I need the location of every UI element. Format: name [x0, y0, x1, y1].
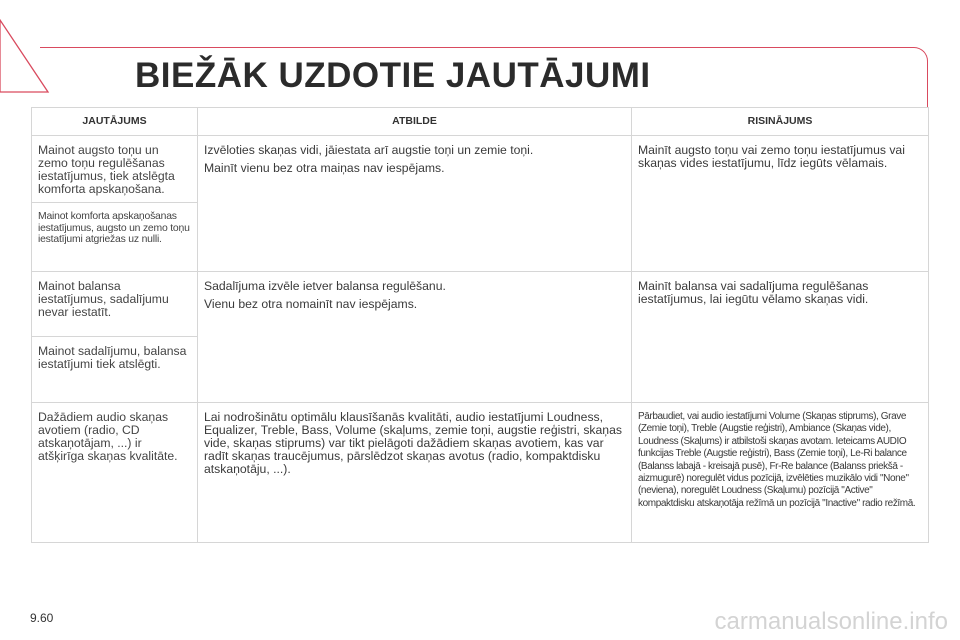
question-cell: Mainot balansa iestatījumus, sadalījumu nevar iestatīt. — [32, 272, 198, 337]
answer-cell — [198, 136, 632, 272]
solution-cell: Mainīt balansa vai sadalījuma regulēšanas iestatījumus, lai iegūtu vēlamo skaņas vidi. — [632, 272, 929, 403]
page-number: 9.60 — [30, 611, 54, 625]
question-cell: Mainot komforta apskaņošanas iestatījumus, augsto un zemo toņu iestatījumi atgriežas uz nulli. — [32, 203, 198, 272]
header-answer: ATBILDE — [198, 108, 632, 136]
solution-cell: Mainīt augsto toņu vai zemo toņu iestatījumus vai skaņas vides iestatījumu, līdz iegūts vēlamais. — [632, 136, 929, 272]
answer-text: Vienu bez otra nomainīt nav iespējams. — [204, 297, 418, 311]
page-title: BIEŽĀK UZDOTIE JAUTĀJUMI — [135, 56, 651, 95]
question-cell: Mainot augsto toņu un zemo toņu regulēšanas iestatījumus, tiek atslēgta komforta apskaņošana. — [32, 136, 198, 203]
answer-text: Sadalījuma izvēle ietver balansa regulēšanu. — [204, 279, 446, 293]
question-cell: Mainot sadalījumu, balansa iestatījumi tiek atslēgti. — [32, 337, 198, 403]
table-row — [32, 272, 929, 337]
answer-cell — [198, 403, 632, 543]
header-row — [32, 108, 929, 136]
header-solution: RISINĀJUMS — [632, 108, 929, 136]
table-row — [32, 403, 929, 543]
answer-text: Lai nodrošinātu optimālu klausīšanās kvalitāti, audio iestatījumi Loudness, Equalizer, Treble, Bass, Volume (skaļums, zemie toņi, augstie reģistri, skaņas vide, skaņas stiprums) var tikt pielāgoti dažādiem skaņas avotiem, kas var radīt skaņas traucējumus, pārslēdzot skaņas avotus (radio, kompaktdisku atskaņotāju, ...). — [204, 410, 622, 476]
header-question: JAUTĀJUMS — [32, 108, 198, 136]
answer-text: Mainīt vienu bez otra maiņas nav iespējams. — [204, 161, 445, 175]
question-cell: Dažādiem audio skaņas avotiem (radio, CD atskaņotājam, ...) ir atšķirīga skaņas kvalitāte. — [32, 403, 198, 543]
solution-cell: Pārbaudiet, vai audio iestatījumi Volume (Skaņas stiprums), Grave (Zemie toņi), Treble (Augstie reģistri), Ambiance (Skaņas vide), Loudness (Skaļums) ir atbilstoši skaņas avotam. Ieteicams AUDIO funkcijas Treble (Augstie reģistri), Bass (Zemie toņi), Le-Ri balance (Balanss labajā - kreisajā pusē), Fr-Re balance (Balanss priekšā - aizmugurē) noregulēt vidus pozīcijā, izvēlēties muzikālo vidi "None" (neviena), noregulēt Loudness (Skaļumu) pozīcijā "Active" kompaktdisku atskaņotāja režīmā un pozīcijā "Inactive" radio režīmā. — [632, 403, 929, 543]
answer-cell — [198, 272, 632, 403]
table-row — [32, 136, 929, 203]
answer-text: Izvēloties skaņas vidi, jāiestata arī augstie toņi un zemie toņi. — [204, 143, 534, 157]
faq-table — [31, 107, 929, 543]
watermark: carmanualsonline.info — [714, 608, 948, 635]
